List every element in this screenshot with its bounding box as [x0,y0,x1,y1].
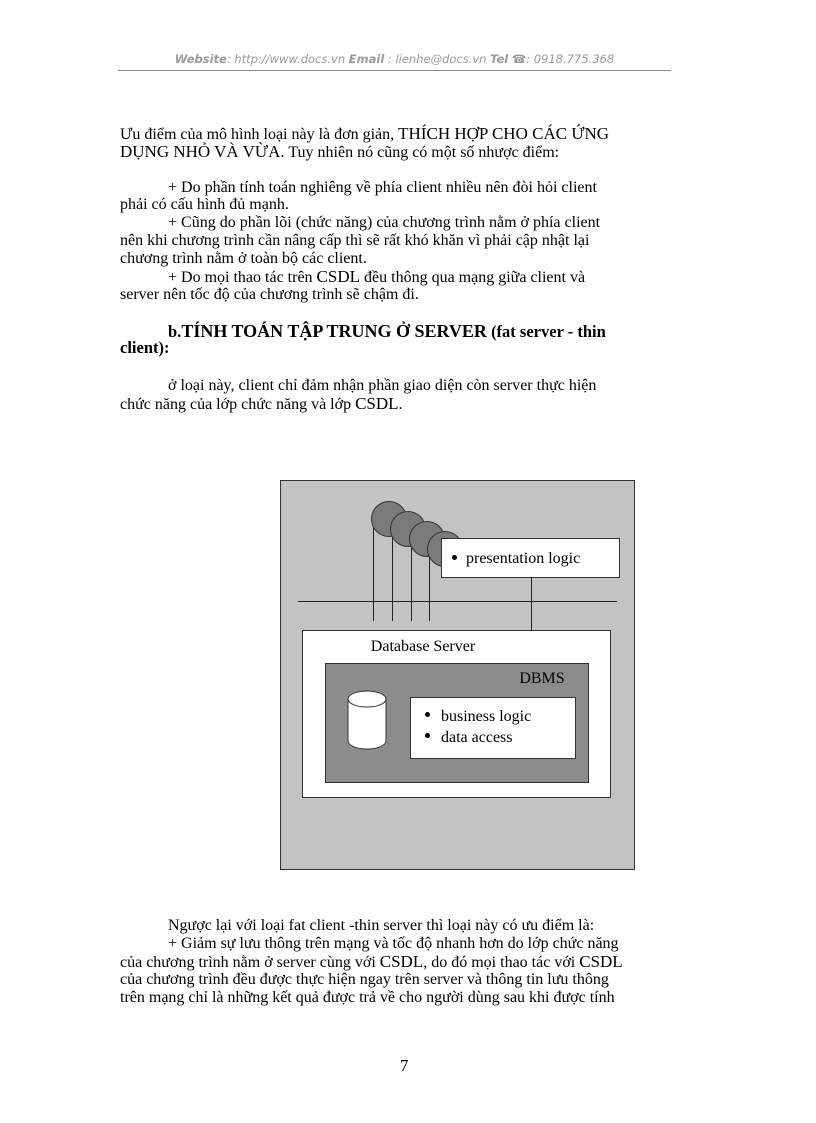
business-logic-label: business logic [441,708,532,725]
client-line [411,541,412,621]
para1-line2: DỤNG NHỎ VÀ VỪA. Tuy nhiên nó cũng có một số nhược điểm: [120,142,560,161]
presentation-logic-box [441,538,620,578]
list1-item3-line2: server nên tốc độ của chương trình sẽ chậm đi. [120,286,419,303]
para3-line2: + Giảm sự lưu thông trên mạng và tốc độ nhanh hơn do lớp chức năng [168,935,619,952]
para3-line4: của chương trình đều được thực hiện ngay trên server và thông tin lưu thông [120,971,609,988]
website-value: : http://www.docs.vn [226,52,346,66]
dbms-label: DBMS [519,670,565,687]
database-server-label: Database Server [370,638,476,655]
email-value: : lienhe@docs.vn [387,52,487,66]
page-number: 7 [400,1056,409,1075]
para3-line1: Ngược lại với loại fat client -thin server thì loại này có ưu điểm là: [168,917,595,934]
list1-item1-line1: + Do phần tính toán nghiêng về phía client nhiều nên đòi hỏi client [168,179,597,196]
dbms-box [325,663,589,783]
para3-line5: trên mạng chỉ là những kết quả được trả về cho người dùng sau khi được tính [120,989,615,1006]
phone-icon: ☎ [511,52,527,66]
email-label: Email [348,52,385,66]
tel-label: Tel [490,52,509,66]
bullet-dot [452,555,457,560]
list1-item2-line1: + Cũng do phần lõi (chức năng) của chương trình nằm ở phía client [168,214,601,231]
database-cylinder-icon [346,689,388,751]
list1-item3-line1: + Do mọi thao tác trên CSDL đều thông qua mạng giữa client và [168,267,586,286]
list1-item1-line2: phải có cấu hình đủ mạnh. [120,196,289,213]
network-line [298,601,617,602]
client-line [392,531,393,621]
network-connector [531,577,532,637]
website-label: Website [174,52,227,66]
bullet-dot [425,733,430,738]
para2-line2: chức năng của lớp chức năng và lớp CSDL. [120,394,403,413]
header-rule [118,70,671,71]
database-server-box [302,630,611,798]
list1-item2-line3: chương trình nằm ở toàn bộ các client. [120,250,367,267]
list1-item2-line2: nên khi chương trình cần nâng cấp thì sẽ rất khó khăn vì phải cập nhật lại [120,232,590,249]
client-line [373,521,374,621]
client-line [429,551,430,621]
para1-line1: Ưu điểm của mô hình loại này là đơn giản, THÍCH HỢP CHO CÁC ỨNG [120,124,610,143]
page-header [118,52,671,66]
bullet-dot [425,712,430,717]
data-access-label: data access [441,729,513,746]
fat-server-diagram [280,480,635,870]
presentation-logic-label: presentation logic [466,550,581,567]
logic-box [410,697,576,759]
tel-value: : 0918.775.368 [526,52,615,66]
para2-line1: ở loại này, client chỉ đảm nhận phần giao diện còn server thực hiện [168,377,597,394]
para3-line3: của chương trình nằm ở server cùng với CSDL, do đó mọi thao tác với CSDL [120,952,623,971]
